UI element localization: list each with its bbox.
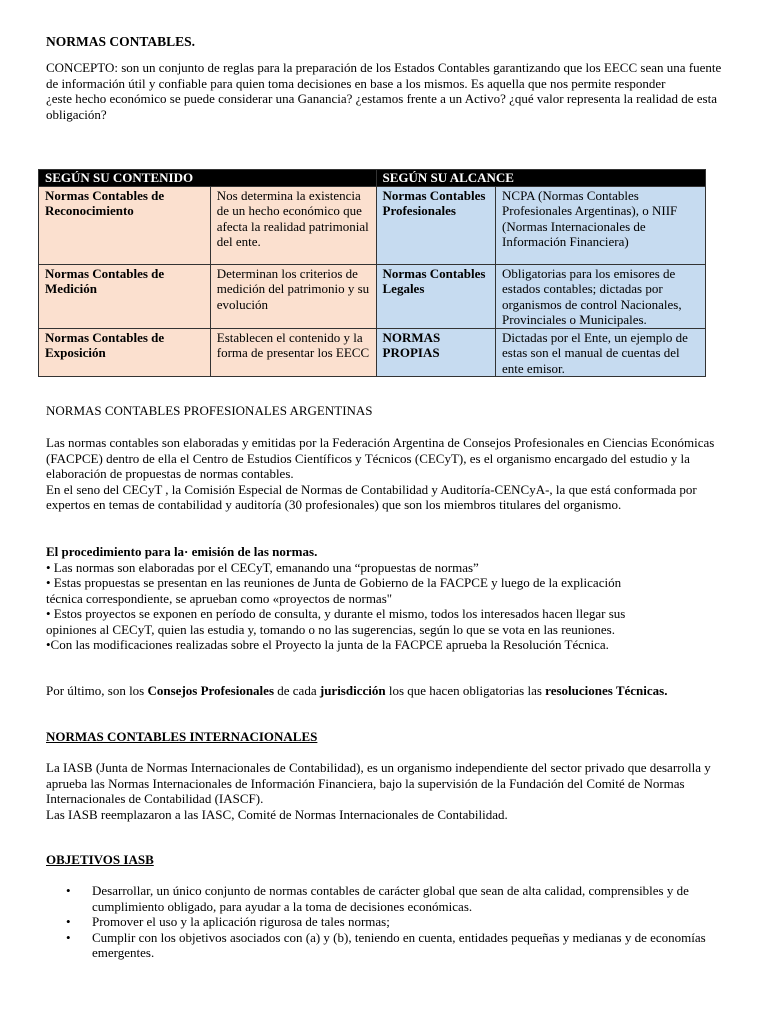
international-heading: NORMAS CONTABLES INTERNACIONALES [46, 729, 318, 744]
table-cell: Normas Contables de Exposición [39, 328, 211, 377]
ncpa-paragraph-1: Las normas contables son elaboradas y emitidas por la Federación Argentina de Consejos Profesionales en Ciencias Económicas (FACPCE) dentro de ella el Centro de Estudios Científicos y Técnicos (CECyT), es el organismo encargado del estudio y la elaboración de propuestas de normas contables. [46, 435, 715, 481]
closing-paragraph: Por último, son los Consejos Profesionales de cada jurisdicción los que hacen obligatorias las resoluciones Técnicas. [46, 683, 668, 698]
international-section [46, 760, 736, 822]
procedure-section [46, 544, 646, 653]
table-row [39, 186, 706, 264]
table-cell: NCPA (Normas Contables Profesionales Argentinas), o NIIF (Normas Internacionales de Información Financiera) [496, 186, 706, 264]
list-item: • Cumplir con los objetivos asociados con (a) y (b), teniendo en cuenta, entidades pequeñas y medianas y de economías emergentes. [92, 930, 726, 961]
international-paragraph-1: La IASB (Junta de Normas Internacionales de Contabilidad), es un organismo independiente del sector privado que desarrolla y aprueba las Normas Internacionales de Información Financiera, bajo la supervisión de la Fundación del Comité de Normas Internacionales de Contabilidad (IASCF). [46, 760, 711, 806]
document-title: NORMAS CONTABLES. [46, 34, 196, 49]
international-paragraph-2: Las IASB reemplazaron a las IASC, Comité de Normas Internacionales de Contabilidad. [46, 806, 508, 822]
table-cell: Normas Contables Legales [376, 264, 496, 328]
header-scope: SEGÚN SU ALCANCE [376, 170, 706, 187]
procedure-item: •Con las modificaciones realizadas sobre el Proyecto la junta de la FACPCE aprueba la Resolución Técnica. [46, 637, 609, 652]
header-content: SEGÚN SU CONTENIDO [39, 170, 377, 187]
table-row [39, 328, 706, 377]
table-cell: NORMAS PROPIAS [376, 328, 496, 377]
table-cell: Obligatorias para los emisores de estados contables; dictadas por organismos de control Nacionales, Provinciales o Municipales. [496, 264, 706, 328]
procedure-item: • Estos proyectos se exponen en período de consulta, y durante el mismo, todos los interesados hacen llegar sus opiniones al CECyT, quien las estudia y, tomando o no las sugerencias, según lo que se vota en las reuniones. [46, 606, 626, 637]
table-header-row [39, 170, 706, 187]
normas-table [38, 169, 706, 377]
procedure-heading: El procedimiento para la· emisión de las normas. [46, 544, 318, 559]
objectives-section [46, 883, 726, 961]
concept-section [46, 60, 736, 122]
table-cell: Normas Contables Profesionales [376, 186, 496, 264]
objectives-heading: OBJETIVOS IASB [46, 852, 154, 867]
table-row [39, 264, 706, 328]
list-item: • Promover el uso y la aplicación rigurosa de tales normas; [92, 914, 726, 930]
table-cell: Normas Contables de Reconocimiento [39, 186, 211, 264]
table-cell: Determinan los criterios de medición del patrimonio y su evolución [210, 264, 376, 328]
concept-questions: ¿este hecho económico se puede considerar una Ganancia? ¿estamos frente a un Activo? ¿qué valor representa la realidad de esta obligación? [46, 91, 717, 122]
table-cell: Normas Contables de Medición [39, 264, 211, 328]
ncpa-heading: NORMAS CONTABLES PROFESIONALES ARGENTINAS [46, 403, 373, 418]
procedure-item: • Estas propuestas se presentan en las reuniones de Junta de Gobierno de la FACPCE y luego de la explicación técnica correspondiente, se aprueban como «proyectos de normas" [46, 575, 622, 606]
table-cell: Nos determina la existencia de un hecho económico que afecta la realidad patrimonial del ente. [210, 186, 376, 264]
ncpa-section [46, 435, 736, 513]
objectives-list [46, 883, 726, 961]
concept-paragraph: CONCEPTO: son un conjunto de reglas para la preparación de los Estados Contables garantizando que los EECC sean una fuente de información útil y confiable para quien toma decisiones en base a los mismos. Es aquella que nos permite responder [46, 60, 722, 91]
list-item: • Desarrollar, un único conjunto de normas contables de carácter global que sean de alta calidad, comprensibles y de cumplimiento obligado, para ayudar a la toma de decisiones económicas. [92, 883, 726, 914]
ncpa-paragraph-2: En el seno del CECyT , la Comisión Especial de Normas de Contabilidad y Auditoría-CENCyA-, la que está conformada por expertos en temas de contabilidad y auditoría (30 profesionales) que son los miembros titulares del organismo. [46, 481, 697, 512]
table-cell: Establecen el contenido y la forma de presentar los EECC [210, 328, 376, 377]
table-cell: Dictadas por el Ente, un ejemplo de estas son el manual de cuentas del ente emisor. [496, 328, 706, 377]
procedure-item: • Las normas son elaboradas por el CECyT, emanando una “propuestas de normas” [46, 559, 479, 575]
